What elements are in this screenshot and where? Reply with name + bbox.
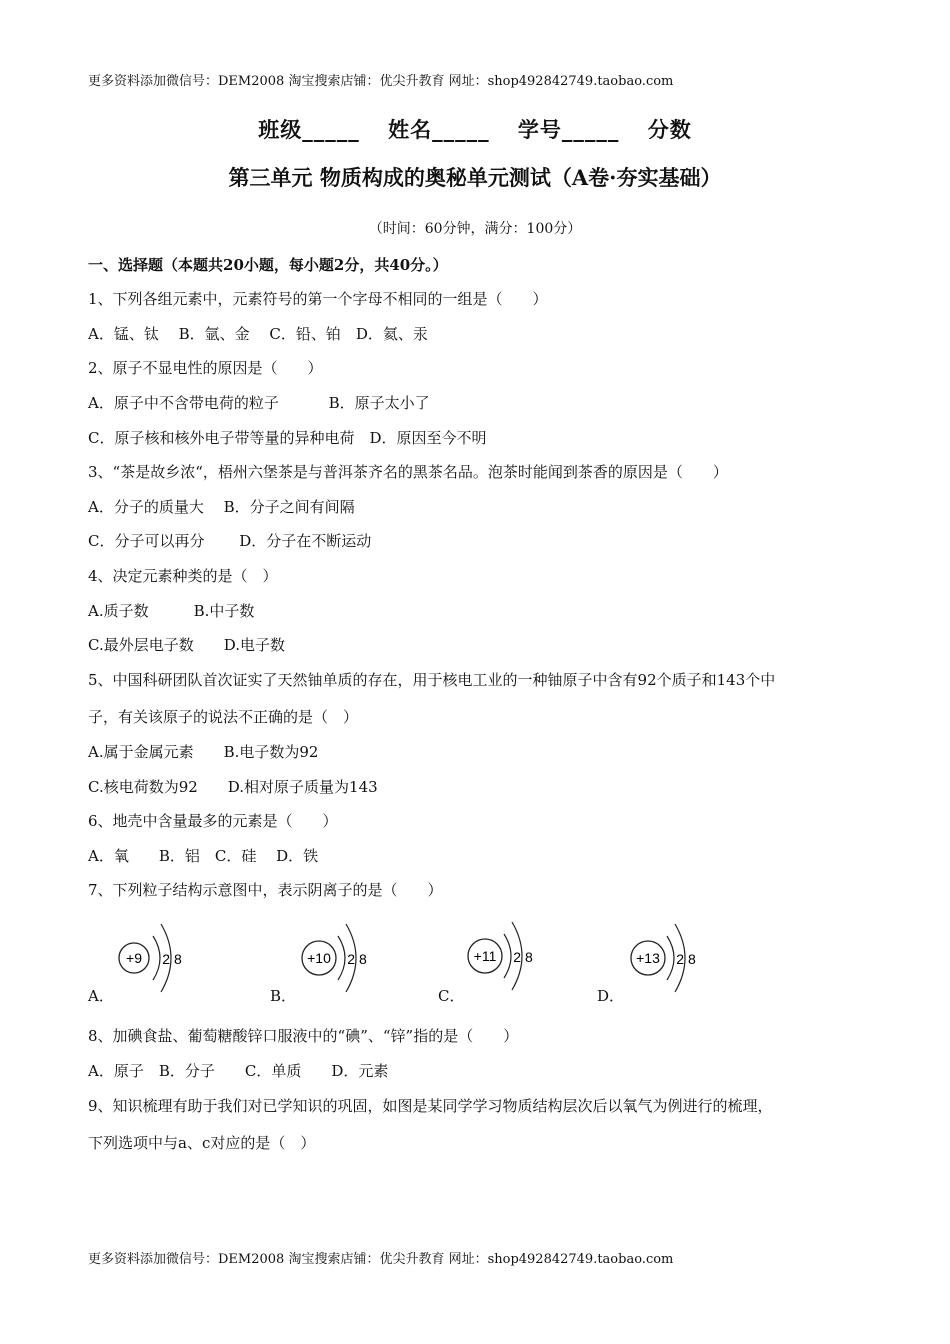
exam-time-note: （时间：60分钟，满分：100分） [368, 221, 582, 237]
number-field: 学号_____ [517, 117, 620, 142]
question-line: 子，有关该原子的说法不正确的是（ ） [88, 708, 359, 726]
option-line: A.质子数 B.中子数 [88, 602, 255, 620]
shell-electrons: 2 8 [513, 949, 533, 965]
class-field: 班级_____ [258, 117, 360, 142]
nucleus-label: +10 [307, 950, 331, 966]
question-line: 3、“茶是故乡浓“，梧州六堡茶是与普洱茶齐名的黑茶名品。泡茶时能闻到茶香的原因是（ ） [88, 463, 728, 481]
option-line: A．原子中不含带电荷的粒子 B．原子太小了 [88, 394, 430, 412]
option-line: A．锰、钛 B．氩、金 C．铅、铂 D．氦、汞 [88, 325, 428, 343]
shell-electrons: 2 8 [676, 951, 696, 967]
option-line: C．分子可以再分 D．分子在不断运动 [88, 532, 372, 550]
option-line: A．原子 B．分子 C．单质 D．元素 [88, 1062, 389, 1080]
q7-option-a-label: A． [88, 987, 114, 1005]
question-line: 2、原子不显电性的原因是（ ） [88, 359, 323, 377]
score-field: 分数 [647, 117, 692, 142]
shell-electrons: 2 8 [162, 951, 182, 967]
page-header: 更多资料添加微信号：DEM2008 淘宝搜索店铺：优尖升教育 网址：shop492842749.taobao.com [88, 74, 674, 89]
nucleus-label: +9 [126, 950, 142, 966]
page-title: 第三单元 物质构成的奥秘单元测试（A卷·夯实基础） [228, 165, 722, 190]
question-line: 8、加碘食盐、葡萄糖酸锌口服液中的“碘”、“锌”指的是（ ） [88, 1027, 519, 1045]
student-info-line [0, 114, 950, 144]
section-heading: 一、选择题（本题共20小题，每小题2分，共40分。） [88, 256, 448, 274]
option-line: C.最外层电子数 D.电子数 [88, 636, 285, 654]
question-line: 7、下列粒子结构示意图中，表示阴离子的是（ ） [88, 881, 443, 899]
nucleus-label: +13 [636, 950, 660, 966]
shell-electrons: 2 8 [347, 951, 367, 967]
q7-option-c-label: C． [438, 987, 465, 1005]
atom-diagram-a [117, 910, 197, 1004]
question-line: 9、知识梳理有助于我们对已学知识的巩固，如图是某同学学习物质结构层次后以氧气为例进行的梳理， [88, 1097, 773, 1115]
atom-diagram-c [466, 910, 546, 1004]
question-line: 下列选项中与a、c对应的是（ ） [88, 1134, 316, 1152]
option-line: C．原子核和核外电子带等量的异种电荷 D．原因至今不明 [88, 429, 487, 447]
option-line: A．氧 B．铝 C．硅 D．铁 [88, 847, 319, 865]
question-line: 6、地壳中含量最多的元素是（ ） [88, 812, 338, 830]
page-footer: 更多资料添加微信号：DEM2008 淘宝搜索店铺：优尖升教育 网址：shop492842749.taobao.com [88, 1252, 674, 1267]
option-line: C.核电荷数为92 D.相对原子质量为143 [88, 778, 378, 796]
option-line: A.属于金属元素 B.电子数为92 [88, 743, 319, 761]
name-field: 姓名_____ [388, 117, 490, 142]
q7-option-b-label: B． [270, 987, 297, 1005]
option-line: A．分子的质量大 B．分子之间有间隔 [88, 498, 355, 516]
question-line: 4、决定元素种类的是（ ） [88, 567, 278, 585]
q7-option-d-label: D． [597, 987, 625, 1005]
atom-diagram-d [629, 910, 709, 1004]
question-line: 1、下列各组元素中，元素符号的第一个字母不相同的一组是（ ） [88, 290, 548, 308]
atom-diagram-b [300, 910, 380, 1004]
question-line: 5、中国科研团队首次证实了天然铀单质的存在，用于核电工业的一种铀原子中含有92个质子和143个中 [88, 671, 776, 689]
nucleus-label: +11 [473, 948, 497, 964]
